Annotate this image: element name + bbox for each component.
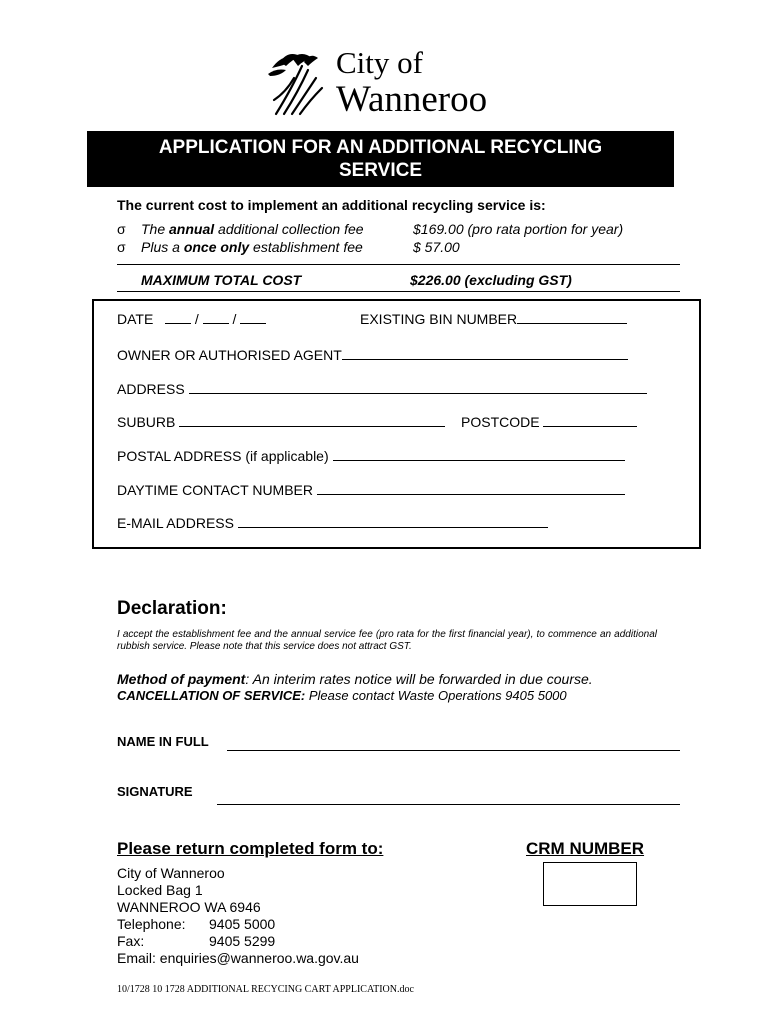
declaration-text: I accept the establishment fee and the annual service fee (pro rata for the first financial year), to commence an additional rubbish service. Please note that this service does not attract GST. [117,629,657,652]
postcode-field[interactable] [461,412,637,430]
return-bag: Locked Bag 1 [117,882,203,898]
payment-method [117,671,593,687]
payment-method-text: : An interim rates notice will be forwarded in due course. [245,671,593,687]
postal-address-input[interactable] [333,446,625,461]
suburb-label: SUBURB [117,414,176,430]
suburb-input[interactable] [179,412,445,427]
return-fax: Fax: 9405 5299 [117,933,276,949]
postal-address-field[interactable] [117,446,625,464]
cancellation-note [117,688,567,703]
max-cost-amount: $226.00 (excluding GST) [410,272,572,288]
logo-city-of: City of [336,45,423,80]
bin-number-field[interactable] [360,309,627,327]
contact-number-field[interactable] [117,480,625,498]
postcode-label: POSTCODE [461,414,540,430]
fee-establishment-amount: $ 57.00 [413,239,460,255]
email-field[interactable] [117,513,548,531]
fee-annual-label: The annual additional collection fee [141,221,364,237]
suburb-field[interactable] [117,412,445,430]
address-input[interactable] [189,379,647,394]
cost-intro: The current cost to implement an additional recycling service is: [117,197,546,213]
name-input[interactable] [227,750,680,751]
email-input[interactable] [238,513,548,528]
return-email: Email: enquiries@wanneroo.wa.gov.au [117,950,359,966]
owner-field[interactable] [117,345,628,363]
date-label: DATE [117,311,154,327]
form-title [87,131,674,187]
return-address [117,865,359,967]
cancellation-text: Please contact Waste Operations 9405 5000 [305,688,567,703]
bullet-icon: σ [117,221,126,237]
declaration-title: Declaration: [117,598,227,619]
divider-bottom [117,291,680,292]
date-year-input[interactable] [240,309,266,324]
postal-address-label: POSTAL ADDRESS (if applicable) [117,448,329,464]
contact-number-input[interactable] [317,480,625,495]
fee-annual-amount: $169.00 (pro rata portion for year) [413,221,624,237]
return-org: City of Wanneroo [117,865,225,881]
date-month-input[interactable] [203,309,229,324]
divider-top [117,264,680,265]
bin-number-label: EXISTING BIN NUMBER [360,311,518,327]
signature-input[interactable] [217,804,680,805]
address-label: ADDRESS [117,381,185,397]
date-field[interactable] [117,309,266,327]
payment-method-label: Method of payment [117,671,246,687]
date-day-input[interactable] [165,309,191,324]
document-footer: 10/1728 10 1728 ADDITIONAL RECYCING CART APPLICATION.doc [117,984,414,995]
signature-label: SIGNATURE [117,784,193,799]
name-label: NAME IN FULL [117,734,209,749]
date-sep: / [232,311,237,327]
return-title: Please return completed form to: [117,839,384,858]
address-field[interactable] [117,379,647,397]
contact-number-label: DAYTIME CONTACT NUMBER [117,482,314,498]
bin-number-input[interactable] [517,309,627,324]
logo-wanneroo: Wanneroo [336,79,488,120]
owner-label: OWNER OR AUTHORISED AGENT [117,347,342,363]
return-telephone: Telephone: 9405 5000 [117,916,276,932]
owner-input[interactable] [342,345,628,360]
bullet-icon: σ [117,239,126,255]
fee-establishment-label: Plus a once only establishment fee [141,239,363,255]
crm-number-title: CRM NUMBER [526,839,645,858]
cancellation-label: CANCELLATION OF SERVICE: [117,688,306,703]
max-cost-label: MAXIMUM TOTAL COST [141,272,302,288]
date-sep: / [194,311,199,327]
form-title-line2: SERVICE [338,160,423,181]
form-title-line1: APPLICATION FOR AN ADDITIONAL RECYCLING [158,137,603,158]
postcode-input[interactable] [543,412,637,427]
crm-number-box[interactable] [543,862,637,906]
email-label: E-MAIL ADDRESS [117,515,234,531]
return-city: WANNEROO WA 6946 [117,899,261,915]
